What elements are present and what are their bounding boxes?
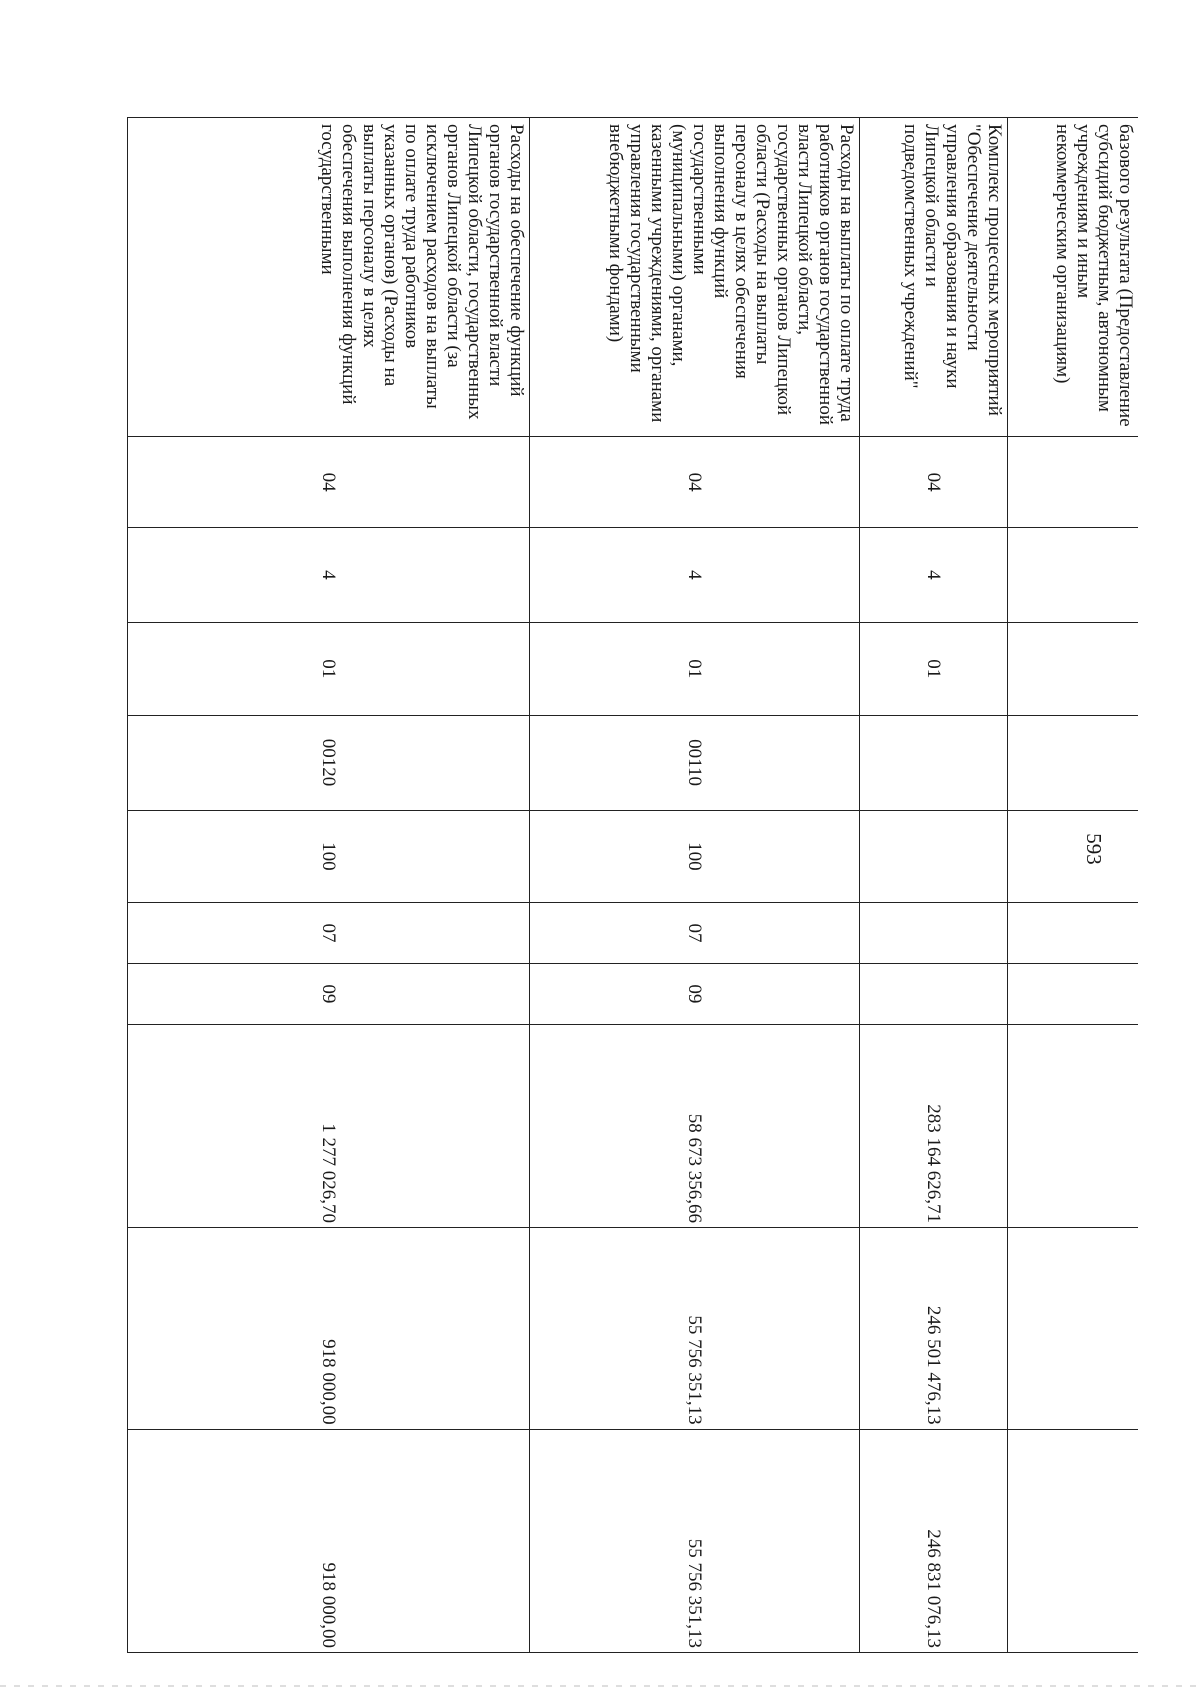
scan-artifact-line (0, 1685, 1200, 1687)
cell-code-5: 100 (530, 810, 860, 903)
cell-code-4 (860, 715, 1008, 810)
cell-code-7 (1008, 963, 1138, 1024)
cell-value-1: 1 277 026,70 (128, 1025, 530, 1228)
cell-value-1: 58 673 356,66 (530, 1025, 860, 1228)
page-number: 593 (1082, 833, 1106, 865)
cell-code-5 (860, 810, 1008, 903)
cell-code-6 (1008, 903, 1138, 963)
cell-value-2 (1008, 1227, 1138, 1429)
cell-code-3: 01 (128, 622, 530, 715)
cell-code-7: 09 (128, 963, 530, 1024)
budget-table (128, 117, 1139, 1653)
cell-code-6: 07 (128, 903, 530, 963)
cell-code-2: 4 (128, 527, 530, 622)
row-name: Расходы на обеспечение функций органов государственной власти Липецкой области, государственных органов Липецкой области (за исключением расходов на выплаты по оплате труда работников указанных органов) (Расходы на выплаты персоналу в целях обеспечения выполнения функций государственными (128, 118, 530, 437)
table-row (1008, 118, 1138, 1653)
table-row (128, 118, 530, 1653)
cell-code-2 (1008, 527, 1138, 622)
cell-code-2: 4 (530, 527, 860, 622)
cell-value-3 (1008, 1429, 1138, 1652)
cell-code-5 (1008, 810, 1138, 903)
row-name: базового результата (Предоставление субсидий бюджетным, автономным учреждениям и иным некоммерческим организациям) (1008, 118, 1138, 437)
cell-code-4 (1008, 715, 1138, 810)
cell-code-1: 04 (530, 437, 860, 528)
cell-code-7 (860, 963, 1008, 1024)
table-row (860, 118, 1008, 1653)
cell-value-2: 246 501 476,13 (860, 1227, 1008, 1429)
row-name: Расходы на выплаты по оплате труда работников органов государственной власти Липецкой области, государственных органов Липецкой области (Расходы на выплаты персоналу в целях обеспечения выполнения функций государственными (муниципальными) органами, казенными учреждениями, органами управления государственными внебюджетными фондами) (530, 118, 860, 437)
cell-value-2: 918 000,00 (128, 1227, 530, 1429)
cell-value-1: 283 164 626,71 (860, 1025, 1008, 1228)
cell-code-7: 09 (530, 963, 860, 1024)
cell-value-3: 918 000,00 (128, 1429, 530, 1652)
cell-code-3 (1008, 622, 1138, 715)
cell-code-1: 04 (128, 437, 530, 528)
cell-value-3: 246 831 076,13 (860, 1429, 1008, 1652)
cell-value-2: 55 756 351,13 (530, 1227, 860, 1429)
cell-code-5: 100 (128, 810, 530, 903)
cell-code-4: 00120 (128, 715, 530, 810)
cell-value-3: 55 756 351,13 (530, 1429, 860, 1652)
cell-value-1 (1008, 1025, 1138, 1228)
cell-code-3: 01 (860, 622, 1008, 715)
budget-table-rotated (128, 117, 1138, 1653)
cell-code-1 (1008, 437, 1138, 528)
cell-code-3: 01 (530, 622, 860, 715)
cell-code-6: 07 (530, 903, 860, 963)
cell-code-1: 04 (860, 437, 1008, 528)
cell-code-2: 4 (860, 527, 1008, 622)
cell-code-4: 00110 (530, 715, 860, 810)
cell-code-6 (860, 903, 1008, 963)
row-name: Комплекс процессных мероприятий "Обеспечение деятельности управления образования и науки Липецкой области и подведомственных учреждений" (860, 118, 1008, 437)
table-row (530, 118, 860, 1653)
